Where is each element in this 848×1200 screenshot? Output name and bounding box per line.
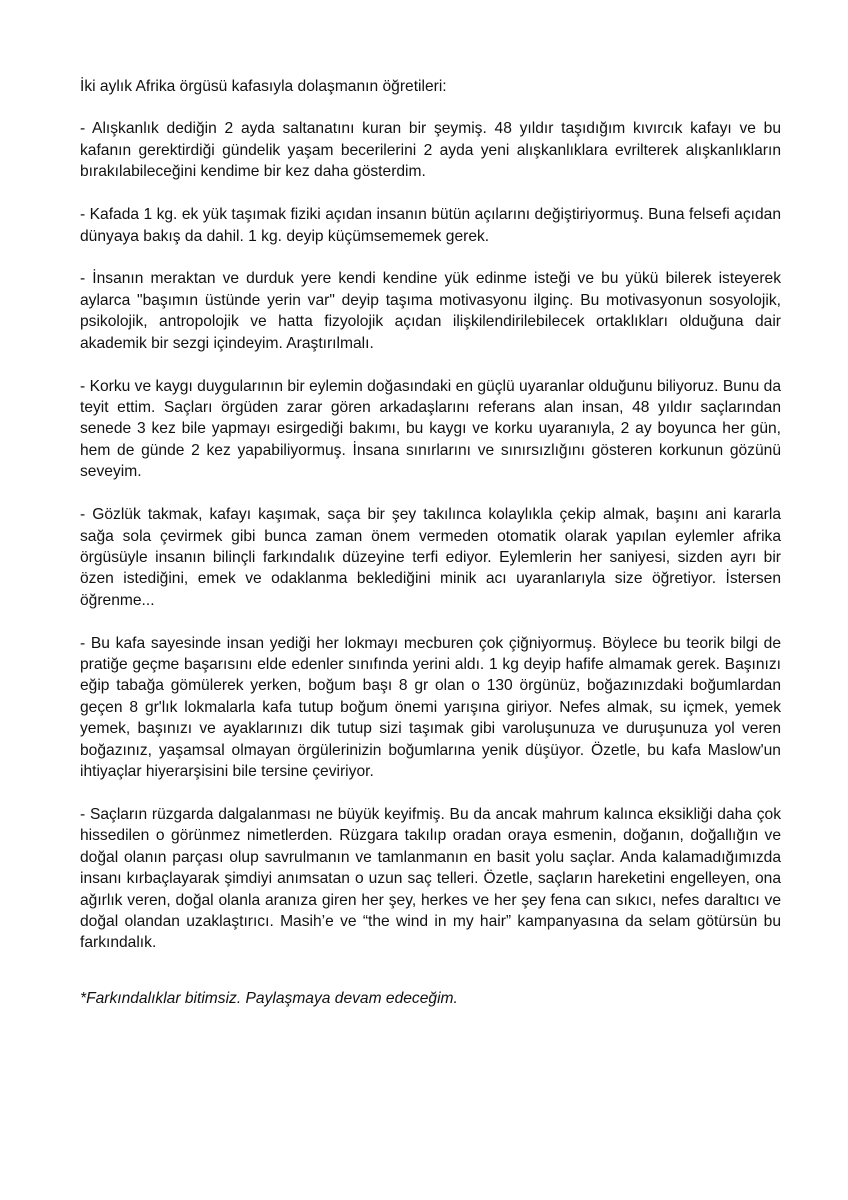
paragraph-weight: - Kafada 1 kg. ek yük taşımak fiziki açıdan insanın bütün açılarını değiştiriyormuş. Buna felsefi açıdan dünyaya bakış da dahil. 1 kg. deyip küçümsememek gerek.: [80, 206, 781, 245]
paragraph-fear: - Korku ve kaygı duygularının bir eylemin doğasındaki en güçlü uyaranlar olduğunu biliyoruz. Bunu da teyit ettim. Saçları örgüden zarar gören arkadaşlarını referans alan insan, 48 yıldır saçlarından senede 3 kez bile yapmayı esirgediği bakımı, bu kaygı ve korku uyaranıyla, 2 ay boyunca her gün, hem de günde 2 kez yapabiliyormuş. İnsana sınırlarını ve sınırsızlığını gösteren korkunun gözünü seveyim.: [80, 377, 781, 481]
closing-note: *Farkındalıklar bitimsiz. Paylaşmaya devam edeceğim.: [80, 989, 458, 1007]
paragraph-chewing: - Bu kafa sayesinde insan yediği her lokmayı mecburen çok çiğniyormuş. Böylece bu teorik bilgi de pratiğe geçme başarısını elde edenler sınıfında yerini aldı. 1 kg deyip hafife almamak gerek. Başınızı eğip tabağa gömülerek yerken, boğum başı 8 gr olan o 130 örgünüz, boğazınızdaki boğumlardan geçen 8 gr'lık lokmalarla kafa tutup boğum önemi yarışına giriyor. Nefes almak, su içmek, yemek yemek, başınızı ve ayaklarınızı dik tutup sizi taşımak gibi varoluşunuza ve duruşunuza yol veren boğazınız, yaşamsal olmayan örgülerinizin boğumlarına yenik düşüyor. Özetle, bu kafa Maslow'un ihtiyaçlar hiyerarşisini bile tersine çeviriyor.: [80, 634, 781, 781]
paragraph-habit: - Alışkanlık dediğin 2 ayda saltanatını kuran bir şeymiş. 48 yıldır taşıdığım kıvırcık kafayı ve bu kafanın gerektirdiği gündelik yaşam becerilerini 2 ayda yeni alışkanlıklara evrilterek alışkanlıkların bırakılabileceğini kendime bir kez daha gösterdim.: [80, 120, 781, 181]
paragraph-awareness: - Gözlük takmak, kafayı kaşımak, saça bir şey takılınca kolaylıkla çekip almak, başını ani kararla sağa sola çevirmek gibi bunca zaman önem vermeden otomatik olarak yapılan eylemler afrika örgüsüyle insanın bilinçli farkındalık düzeyine terfi ediyor. Eylemlerin her saniyesi, sizden ayrı bir özen istediğini, emek ve odaklanma beklediğini minik acı uyaranlarıyla size öğretiyor. İstersen öğrenme...: [80, 506, 781, 609]
document-title: İki aylık Afrika örgüsü kafasıyla dolaşmanın öğretileri:: [80, 78, 447, 95]
document-page: [80, 76, 781, 1009]
paragraph-wind: - Saçların rüzgarda dalgalanması ne büyük keyifmiş. Bu da ancak mahrum kalınca eksikliği daha çok hissedilen o görünmez nimetlerden. Rüzgara takılıp oradan oraya esmenin, doğanın, doğallığın ve doğal olanın parçası olup savrulmanın ve tamlanmanın en basit yolu saçlar. Anda kalamadığımızda insanı kırbaçlayarak şimdiyi anımsatan o uzun saç telleri. Özetle, saçların hareketini engelleyen, ona ağırlık veren, doğal olanla aranıza giren her şey, herkes ve her şey fena can sıkıcı, nefes daraltıcı ve doğal olandan uzaklaştırıcı. Masih’e ve “the wind in my hair” kampanyasına da selam götürsün bu farkındalık.: [80, 805, 781, 952]
paragraph-curiosity: - İnsanın meraktan ve durduk yere kendi kendine yük edinme isteği ve bu yükü bilerek isteyerek aylarca "başımın üstünde yerin var" deyip taşıma motivasyonu ilginç. Bu motivasyonun sosyolojik, psikolojik, antropolojik ve hatta fizyolojik açıdan ilişkilendirilebilecek ortaklıkları olduğuna dair akademik bir sezgi içindeyim. Araştırılmalı.: [80, 270, 781, 352]
